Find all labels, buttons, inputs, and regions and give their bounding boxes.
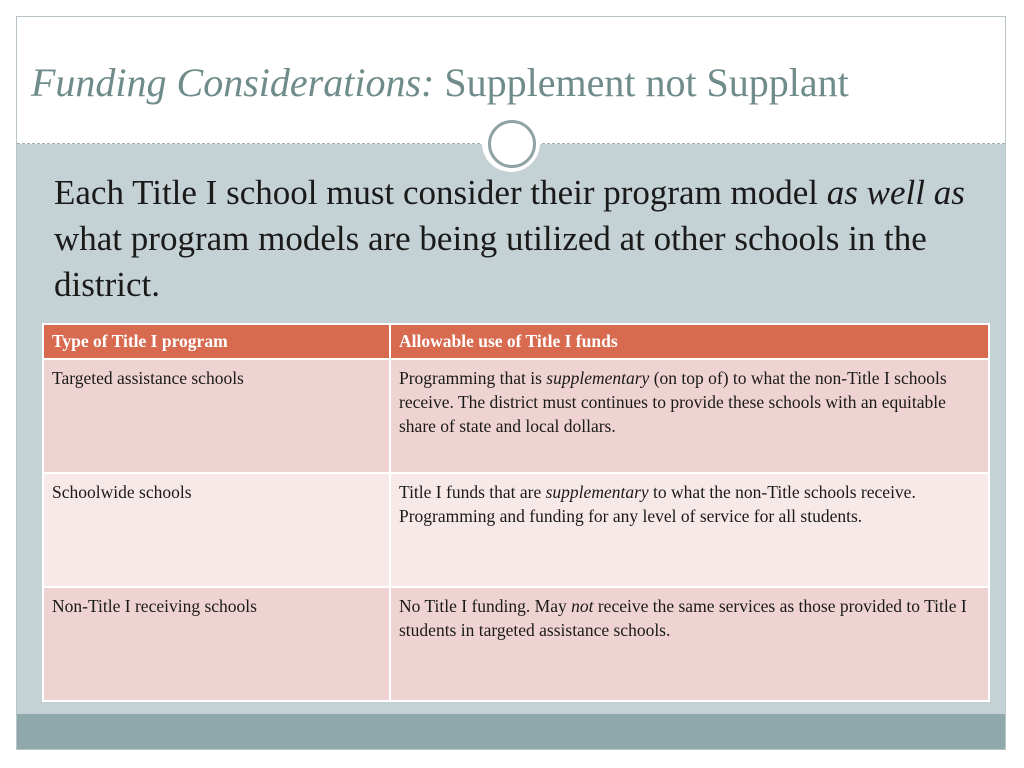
circle-ring-icon bbox=[482, 114, 540, 172]
use-text-after: (on top of) to what the non-Title I schools receive. The district must continues to provide these schools with an equitable share of state and local dollars. bbox=[399, 368, 947, 436]
allowable-use-cell bbox=[390, 359, 989, 473]
funding-table bbox=[42, 323, 990, 702]
header-program-type: Type of Title I program bbox=[43, 324, 390, 359]
slide-title bbox=[31, 59, 849, 106]
use-text-line2: Programming and funding for any level of service for all students. bbox=[399, 506, 863, 526]
use-text-before: Title I funds that are bbox=[399, 482, 542, 502]
intro-text-2: what program models are being utilized at other schools in the district. bbox=[54, 219, 927, 304]
allowable-use-cell bbox=[390, 473, 989, 587]
program-type-cell: Schoolwide schools bbox=[43, 473, 390, 587]
intro-text-1: Each Title I school must consider their program model bbox=[54, 173, 819, 212]
use-text-before: No Title I funding. May bbox=[399, 596, 567, 616]
table-header-row bbox=[43, 324, 989, 359]
use-text-after: receive the same services as those provided to Title I students in targeted assistance schools. bbox=[399, 596, 967, 640]
use-text-emphasis: supplementary bbox=[546, 368, 650, 388]
program-type-cell: Non-Title I receiving schools bbox=[43, 587, 390, 701]
table-row bbox=[43, 359, 989, 473]
program-type-cell: Targeted assistance schools bbox=[43, 359, 390, 473]
use-text-emphasis: supplementary bbox=[545, 482, 649, 502]
table-row bbox=[43, 587, 989, 701]
intro-paragraph bbox=[54, 170, 994, 308]
slide-footer-bar bbox=[17, 714, 1005, 749]
ring-inner bbox=[488, 120, 536, 168]
header-allowable-use: Allowable use of Title I funds bbox=[390, 324, 989, 359]
title-plain-part: Supplement not Supplant bbox=[444, 60, 849, 105]
use-text-after: to what the non-Title schools receive. bbox=[653, 482, 916, 502]
title-italic-part: Funding Considerations: bbox=[31, 60, 435, 105]
allowable-use-cell bbox=[390, 587, 989, 701]
use-text-emphasis: not bbox=[571, 596, 594, 616]
table-row bbox=[43, 473, 989, 587]
intro-emphasis: as well as bbox=[826, 173, 965, 212]
use-text-before: Programming that is bbox=[399, 368, 542, 388]
